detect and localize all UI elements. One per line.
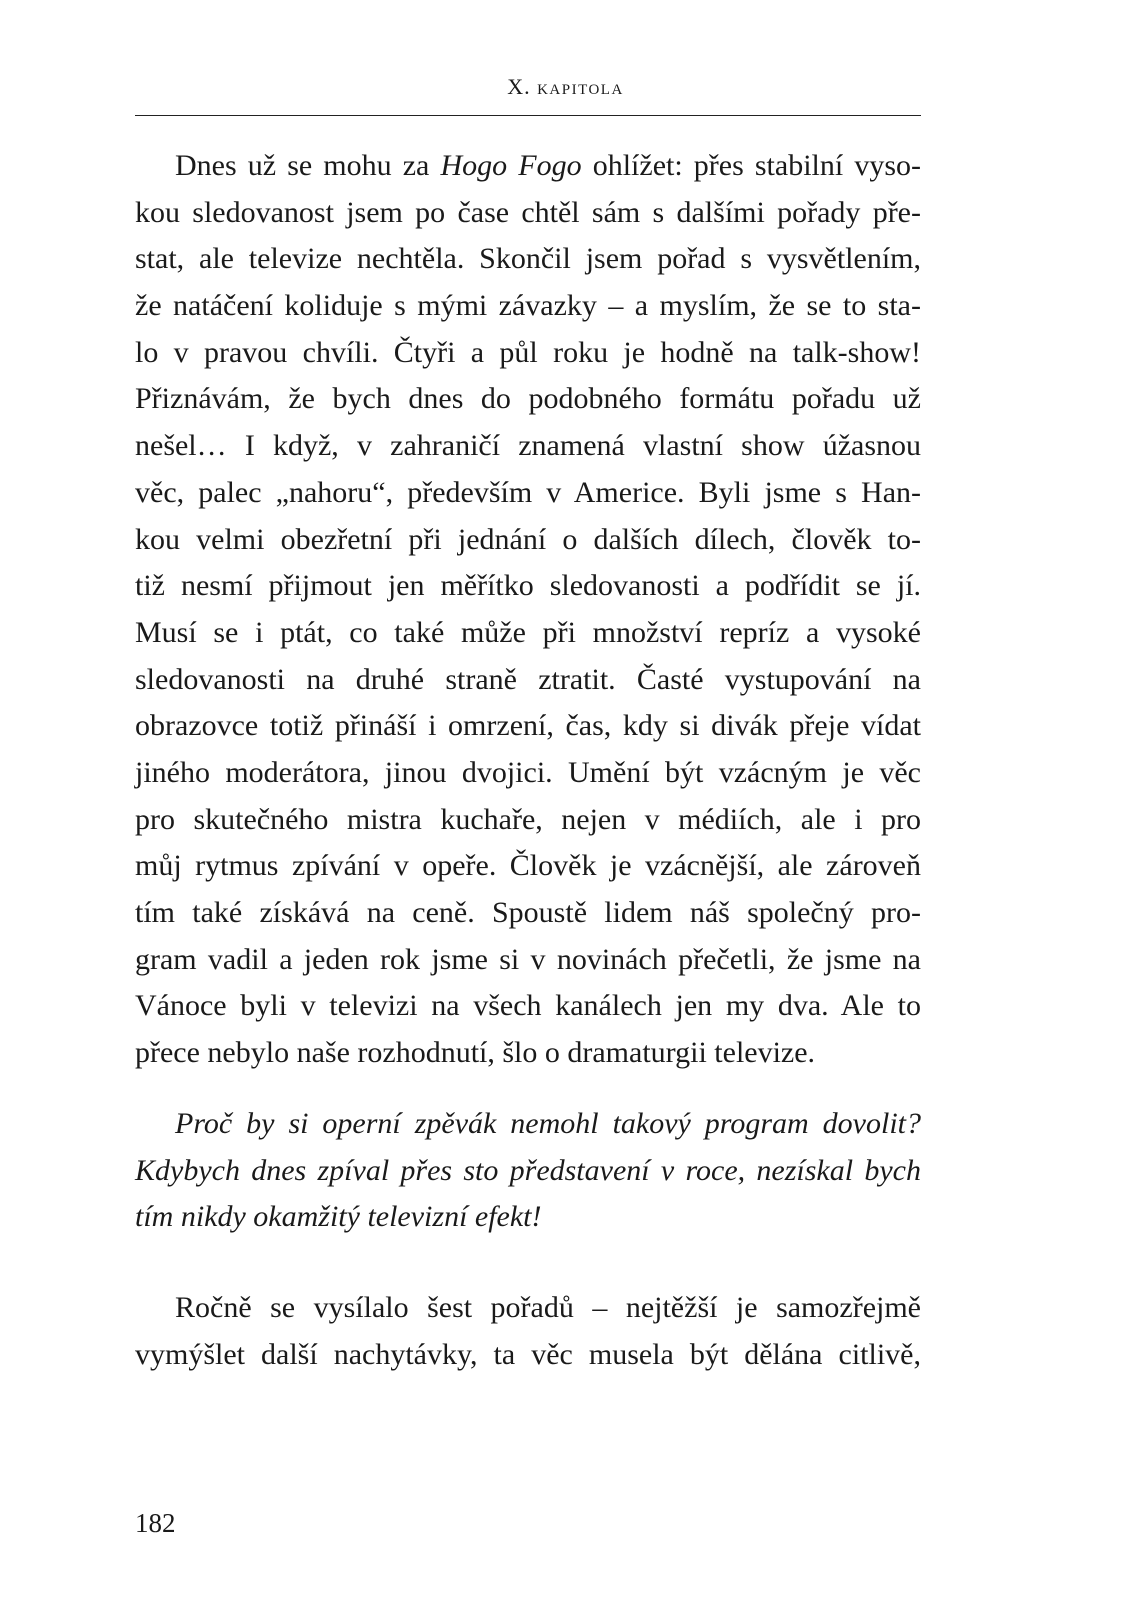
text-line: jiného moderátora, jinou dvojici. Umění být vzácným je věc <box>135 755 921 789</box>
running-head <box>0 74 1131 100</box>
text-line: sledovanosti na druhé straně ztratit. Časté vystupování na <box>135 662 921 696</box>
text-line: že natáčení koliduje s mými závazky – a myslím, že se to sta- <box>135 289 921 323</box>
chapter-number: X. <box>507 74 531 99</box>
text-line: obrazovce totiž přináší i omrzení, čas, kdy si divák přeje vídat <box>135 709 921 743</box>
text-line: Vánoce byli v televizi na všech kanálech jen my dva. Ale to <box>135 989 921 1023</box>
text-line: stat, ale televize nechtěla. Skončil jsem pořad s vysvětlením, <box>135 242 921 276</box>
paragraph-2 <box>135 1285 921 1378</box>
question-line: Kdybych dnes zpíval přes sto představení v roce, nezískal bych <box>135 1153 921 1187</box>
text-line: kou sledovanost jsem po čase chtěl sám s dalšími pořady pře- <box>135 195 921 229</box>
text-line: můj rytmus zpívání v opeře. Člověk je vzácnější, ale zároveň <box>135 849 921 883</box>
text-line: lo v pravou chvíli. Čtyři a půl roku je hodně na talk-show! <box>135 335 921 369</box>
text-run: Dnes už se mohu za <box>175 149 441 182</box>
page-number: 182 <box>135 1508 176 1538</box>
text-line <box>135 143 921 190</box>
text-line: gram vadil a jeden rok jsme si v novinách přečetli, že jsme na <box>135 942 921 976</box>
text-line: tiž nesmí přijmout jen měřítko sledovanosti a podřídit se jí. <box>135 569 921 603</box>
question-line: Proč by si operní zpěvák nemohl takový program dovolit? <box>175 1107 921 1140</box>
text-line: kou velmi obezřetní při jednání o dalších dílech, člověk to- <box>135 522 921 556</box>
text-line: pro skutečného mistra kuchaře, nejen v médiích, ale i pro <box>135 802 921 836</box>
question-line: tím nikdy okamžitý televizní efekt! <box>135 1200 542 1234</box>
text-line: Musí se i ptát, co také může při množství repríz a vysoké <box>135 615 921 649</box>
header-rule <box>135 115 921 116</box>
chapter-word: kapitola <box>537 74 624 99</box>
text-line: vymýšlet další nachytávky, ta věc musela být dělána citlivě, <box>135 1337 921 1371</box>
show-title-italic: Hogo Fogo <box>440 149 582 182</box>
interview-question <box>135 1101 921 1241</box>
text-line: tím také získává na ceně. Spoustě lidem náš společný pro- <box>135 896 921 929</box>
text-line: Ročně se vysílalo šest pořadů – nejtěžší je samozřejmě <box>175 1291 921 1324</box>
text-line: nešel… I když, v zahraničí znamená vlastní show úžasnou <box>135 429 921 463</box>
text-run: ohlížet: přes stabilní vyso- <box>581 149 921 182</box>
text-line: věc, palec „nahoru“, především v Americe. Byli jsme s Han- <box>135 475 921 509</box>
text-line: přece nebylo naše rozhodnutí, šlo o dramaturgii televize. <box>135 1036 816 1070</box>
paragraph-1 <box>135 143 921 1077</box>
text-line: Přiznávám, že bych dnes do podobného formátu pořadu už <box>135 382 921 416</box>
